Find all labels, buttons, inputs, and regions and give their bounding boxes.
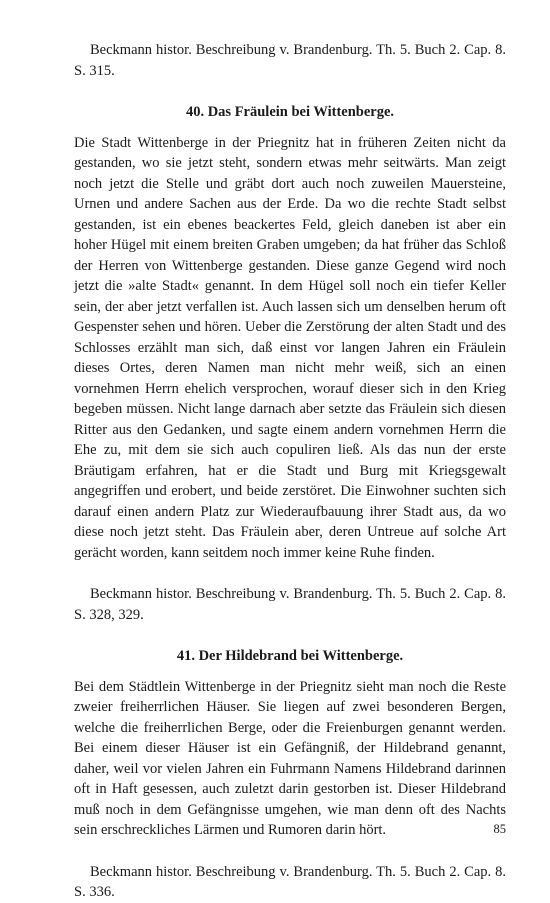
source-citation-40: Beckmann histor. Beschreibung v. Brandenburg. Th. 5. Buch 2. Cap. 8. S. 328, 329. bbox=[74, 586, 506, 623]
spacer bbox=[74, 625, 506, 646]
spacer bbox=[74, 123, 506, 133]
chapter-body-40: Die Stadt Wittenberge in der Priegnitz hat in früheren Zeiten nicht da gestanden, wo sie jetzt steht, sondern etwas mehr seitwärts. Man zeigt noch jetzt die Stelle und gräbt dort auch noch zuweilen Mauersteine, Urnen und andere Sachen aus der Erde. Da wo die rechte Stadt selbst gestanden, ist ein ebenes beackertes Feld, gleich daneben ist aber ein hoher Hügel mit einem breiten Graben umgeben; da hat früher das Schloß der Herren von Wittenberge gestanden. Diese ganze Gegend wird noch jetzt die »alte Stadt« genannt. In dem Hügel soll noch ein tiefer Keller sein, der aber jetzt verfallen ist. Auch lassen sich um denselben herum oft Gespenster sehen und hören. Ueber die Zerstörung der alten Stadt und des Schlosses erzählt man sich, daß einst vor langen Jahren ein Fräulein dieses Ortes, deren Namen man nicht mehr weiß, sich an einen vornehmen Herrn ehelich versprochen, worauf dieser sich in den Krieg begeben müssen. Nicht lange darnach aber setzte das Fräulein sich diesen Ritter aus den Gedanken, und sagte einem andern vornehmen Herrn die Ehe zu, mit dem sie sich auch copuliren ließ. Als das nun der erste Bräutigam erfahren, hat er die Stadt und Burg mit Kriegsgewalt angegriffen und erobert, und beide zerstöret. Die Einwohner suchten sich darauf einen andern Platz zur Wiederaufbauung ihrer Stadt aus, da wo diese noch jetzt steht. Das Fräulein aber, deren Untreue auf solche Art gerächt worden, kann seitdem noch immer keine Ruhe finden. bbox=[74, 134, 506, 561]
spacer bbox=[74, 563, 506, 584]
source-citation-top: Beckmann histor. Beschreibung v. Brandenburg. Th. 5. Buch 2. Cap. 8. S. 315. bbox=[74, 42, 506, 79]
spacer bbox=[74, 667, 506, 677]
chapter-body-41: Bei dem Städtlein Wittenberge in der Priegnitz sieht man noch die Reste zweier freiherrlichen Häuser. Sie liegen auf zwei besonderen Bergen, welche die freiherrlichen Berge, oder die Freienburgen genannt werden. Bei einem dieser Häuser ist ein Gefängniß, der Hildebrand genannt, daher, weil vor vielen Jahren ein Fuhrmann Namens Hildebrand darinnen oft in Haft gesessen, auch zuletzt darin gestorben ist. Dieser Hildebrand muß noch in dem Gefängnisse umgehen, wie man denn oft des Nachts sein erschreckliches Lärmen und Rumoren darin hört. bbox=[74, 678, 506, 838]
spacer bbox=[74, 841, 506, 862]
chapter-heading-41: 41. Der Hildebrand bei Wittenberge. bbox=[176, 648, 404, 664]
page-number: 85 bbox=[493, 822, 506, 836]
source-citation-41: Beckmann histor. Beschreibung v. Brandenburg. Th. 5. Buch 2. Cap. 8. S. 336. bbox=[74, 863, 506, 900]
spacer bbox=[74, 81, 506, 102]
chapter-heading-40: 40. Das Fräulein bei Wittenberge. bbox=[185, 104, 395, 120]
book-page bbox=[74, 40, 506, 903]
